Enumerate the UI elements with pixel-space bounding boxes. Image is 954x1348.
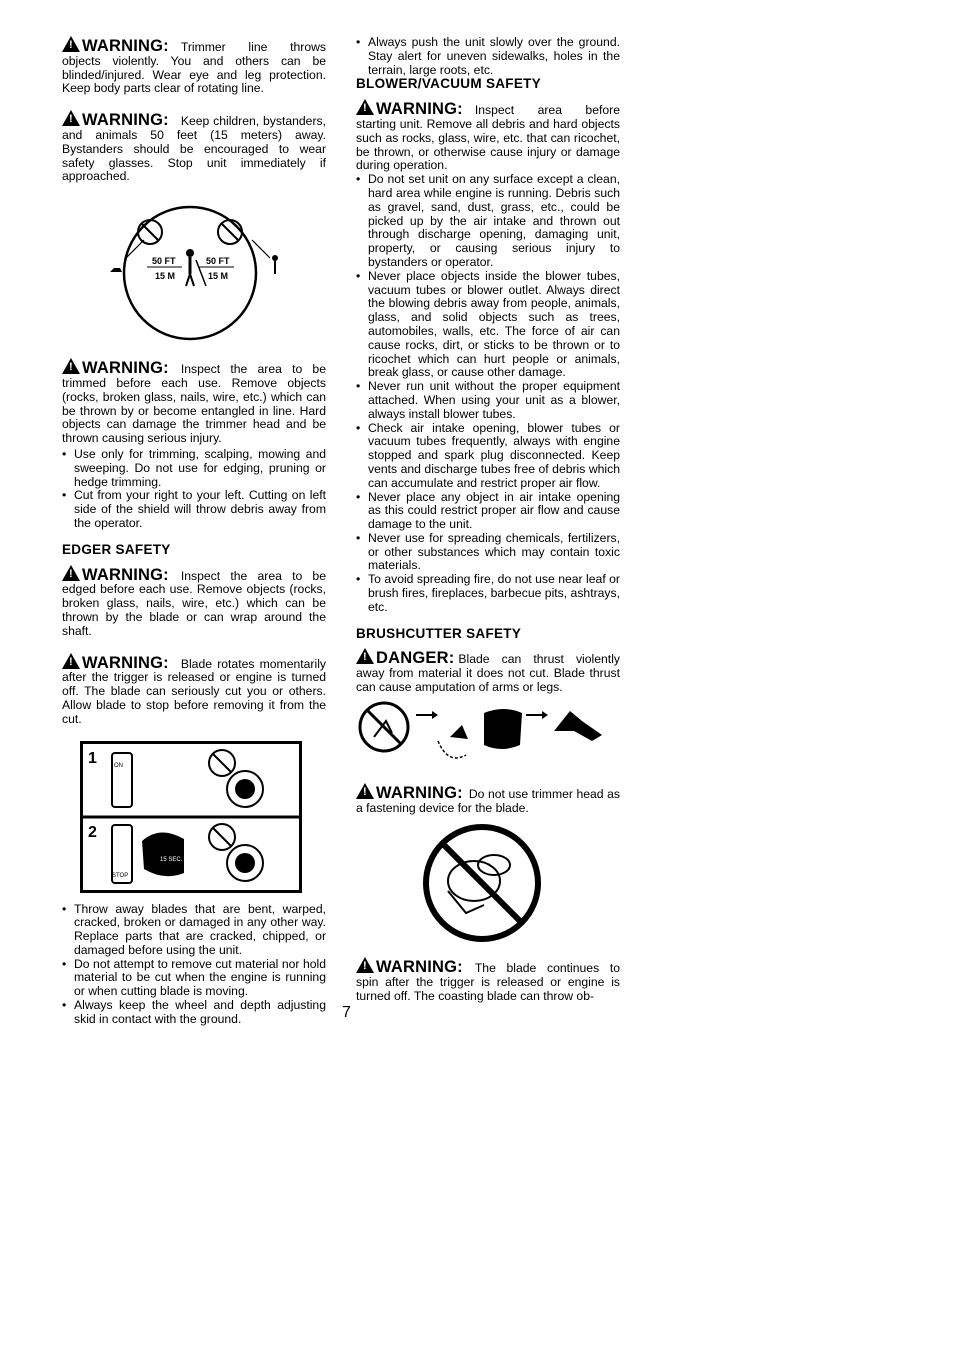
left-distance-m: 15 M: [155, 271, 176, 282]
stump-icon: [484, 709, 522, 749]
warning-trimmer-head: !WARNING: Do not use trimmer head as a fastening device for the blade.: [356, 783, 620, 816]
warning-triangle-icon: [62, 110, 80, 126]
switch-on-label: ON: [114, 762, 123, 769]
safety-distance-illustration: [62, 198, 326, 348]
list-item: • Cut from your right to your left. Cutting on left side of the shield will throw debris away from the operator.: [62, 489, 326, 530]
warning-blade-spin: !WARNING: The blade continues to spin after the trigger is released or engine is turned off. The coasting blade can throw ob-: [356, 957, 620, 1003]
warning-triangle-icon: [356, 783, 374, 799]
operator-figure: [186, 249, 194, 257]
left-distance-ft: 50 FT: [152, 256, 176, 267]
list-item: • Always keep the wheel and depth adjusting skid in contact with the ground.: [62, 999, 326, 1027]
danger-triangle-icon: [356, 648, 374, 664]
step-2-number: 2: [88, 823, 97, 841]
edger-safety-heading: EDGER SAFETY: [62, 541, 171, 557]
gloved-hand-icon: [142, 832, 184, 876]
trimmer-head-icon: [448, 861, 500, 901]
right-column: [356, 36, 620, 1004]
thrown-operator-icon: [554, 711, 602, 741]
warning-triangle-icon: [62, 653, 80, 669]
step-1-number: 1: [88, 749, 97, 767]
warning-trimmer-line: !WARNING: Trimmer line throws objects violently. You and others can be blinded/injured. Wear eye and leg protection. Keep body parts clear of rotating line.: [62, 36, 326, 96]
list-item: • Never run unit without the proper equipment attached. When using your unit as a blower, always install blower tubes.: [356, 380, 620, 421]
warning-triangle-icon: [62, 36, 80, 52]
child-figure: [272, 255, 278, 261]
switch-on-icon: [112, 753, 132, 807]
list-item: • Do not attempt to remove cut material nor hold material to be cut when the engine is running or when cutting blade is moving.: [62, 958, 326, 999]
trimmer-bullet-list: [62, 448, 326, 531]
wait-seconds-label: 15 SEC.: [160, 856, 183, 863]
list-item: • Check air intake opening, blower tubes or vacuum tubes frequently, always with engine stopped and spark plug disconnected. Keep vents and discharge tubes free of debris which can accumulate and restrict proper air flow.: [356, 422, 620, 491]
list-item: • Never place any object in air intake opening as this could restrict proper air flow and cause damage to the unit.: [356, 491, 620, 532]
warning-triangle-icon: [356, 957, 374, 973]
dog-icon: [110, 268, 122, 272]
switch-stop-label: STOP: [112, 872, 129, 879]
list-item: • Use only for trimming, scalping, mowing and sweeping. Do not use for edging, pruning or hedge trimming.: [62, 448, 326, 489]
edger-bullet-list: [356, 36, 620, 77]
warning-bystanders: !WARNING: Keep children, bystanders, and animals 50 feet (15 meters) away. Bystanders should be encouraged to wear safety glasses. Stop unit immediately if approached.: [62, 110, 326, 184]
list-item: • Throw away blades that are bent, warped, cracked, broken or damaged in any other way. Replace parts that are cracked, chipped, or damaged before using the unit.: [62, 903, 326, 958]
page-number: 7: [342, 1004, 351, 1021]
warning-inspect-edge: !WARNING: Inspect the area to be edged before each use. Remove objects (rocks, broken glass, nails, wire, etc.) which can be thrown by the blade or can wrap around the shaft.: [62, 565, 326, 639]
list-item: • Never use for spreading chemicals, fertilizers, or other substances which may contain toxic materials.: [356, 532, 620, 573]
warning-triangle-icon: [62, 565, 80, 581]
list-item: • Do not set unit on any surface except a clean, hard area while engine is running. Debris such as gravel, sand, dust, grass, etc., could be picked up by the air intake and thrown out through discharge opening, damaging unit, property, or causing serious injury to bystanders or operator.: [356, 173, 620, 270]
list-item: • Always push the unit slowly over the ground. Stay alert for uneven sidewalks, holes in the terrain, large roots, etc.: [356, 36, 620, 77]
right-distance-ft: 50 FT: [206, 256, 230, 267]
warning-inspect-trim: !WARNING: Inspect the area to be trimmed before each use. Remove objects (rocks, broken glass, nails, wire, etc.) which can be thrown by or become entangled in line. Hard objects can damage the trimmer head and be thrown causing serious injury.: [62, 358, 326, 446]
blower-bullet-list: [356, 173, 620, 615]
left-column: [62, 36, 326, 1039]
list-item: • To avoid spreading fire, do not use near leaf or brush fires, fireplaces, barbecue pits, ashtrays, etc.: [356, 573, 620, 614]
warning-triangle-icon: [62, 358, 80, 374]
blower-safety-heading: BLOWER/VACUUM SAFETY: [356, 76, 541, 92]
blade-bullet-list: [62, 903, 326, 1027]
right-distance-m: 15 M: [208, 271, 229, 282]
blade-thrust-illustration: [356, 701, 620, 771]
brushcutter-safety-heading: BRUSHCUTTER SAFETY: [356, 625, 522, 641]
list-item: • Never place objects inside the blower tubes, vacuum tubes or blower outlet. Always direct the blowing debris away from people, animals, glass, and solid objects such as trees, automobiles, walls, etc. The force of air can cause rocks, dirt, or sticks to be thrown or to ricochet which can hurt people or animals, break glass, or cause other damage.: [356, 270, 620, 380]
danger-blade-thrust: !DANGER: Blade can thrust violently away from material it does not cut. Blade thrust can cause amputation of arms or legs.: [356, 648, 620, 694]
no-fastening-illustration: [356, 821, 620, 951]
warning-triangle-icon: [356, 99, 374, 115]
warning-blade-rotates: !WARNING: Blade rotates momentarily after the trigger is released or engine is turned off. The blade can seriously cut you or others. Allow blade to stop before removing it from the cut.: [62, 653, 326, 727]
warning-inspect-blower: !WARNING: Inspect area before starting unit. Remove all debris and hard objects such as rocks, glass, wire, etc. that can ricochet, be thrown, or otherwise cause injury or damage during operation.: [356, 99, 620, 173]
blade-stop-illustration: [80, 741, 326, 893]
